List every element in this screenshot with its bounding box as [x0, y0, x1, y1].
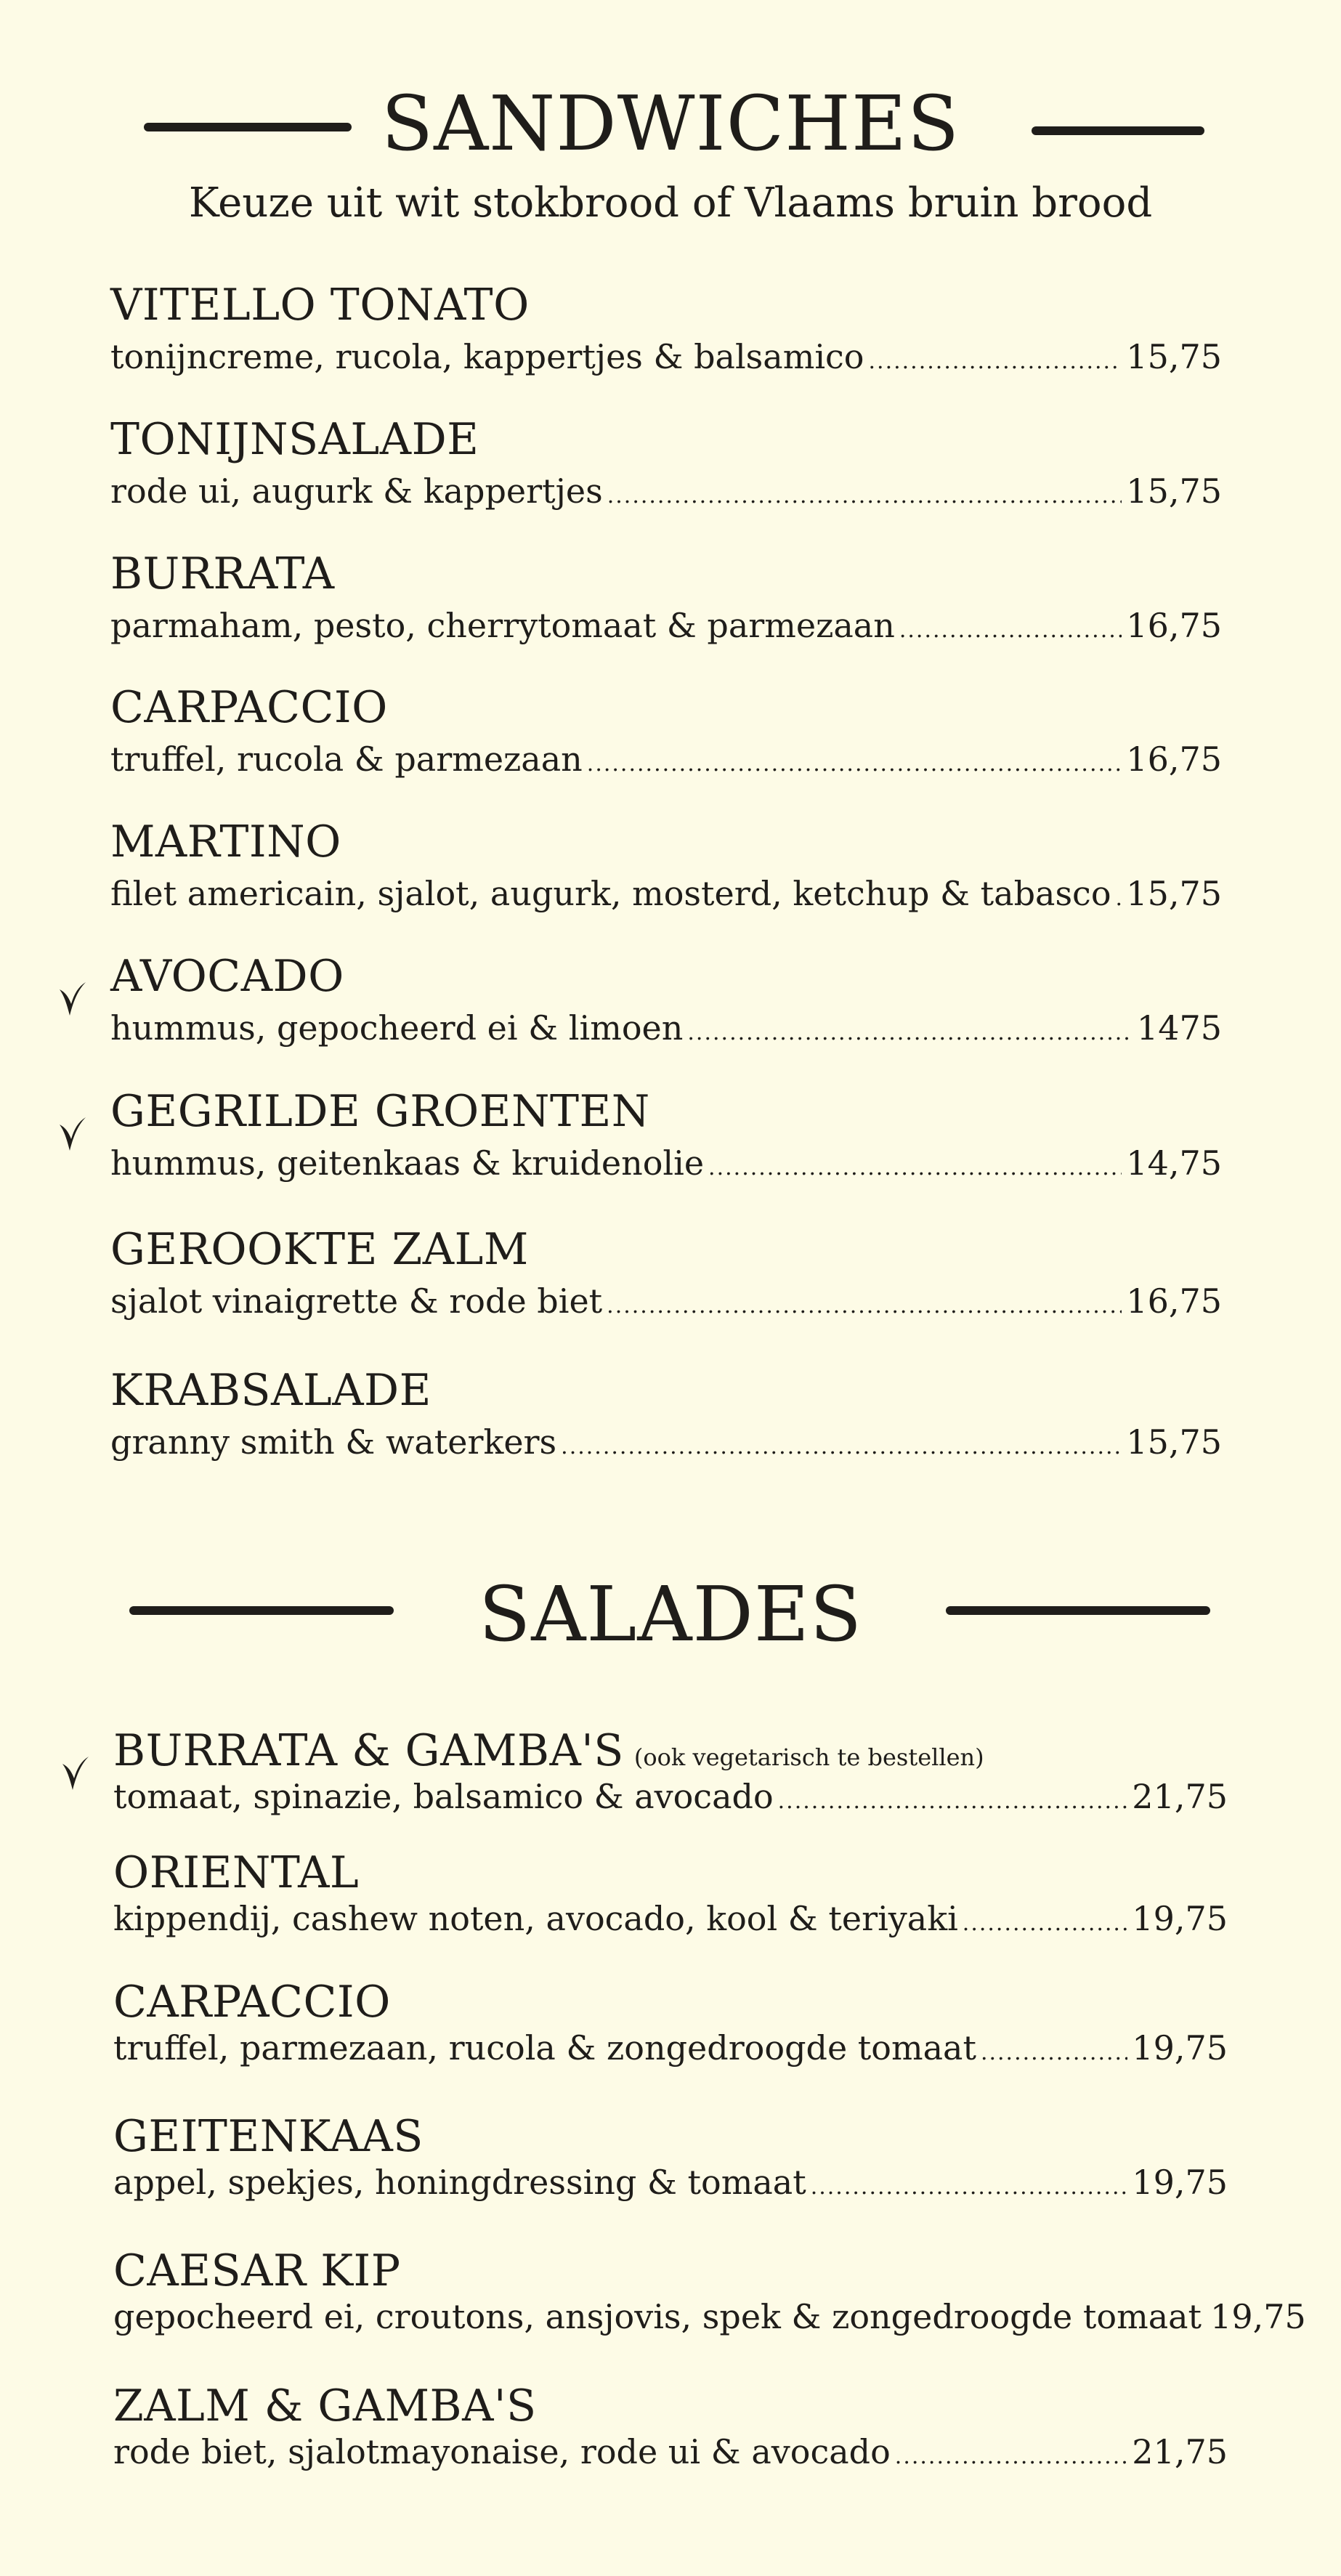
item-description: kippendij, cashew noten, avocado, kool & teriyaki — [113, 1899, 958, 1938]
item-name — [110, 1224, 529, 1275]
item-price: 15,75 — [1126, 337, 1222, 376]
item-description: gepocheerd ei, croutons, ansjovis, spek & zongedroogde tomaat — [113, 2297, 1202, 2336]
dot-leader — [708, 1157, 1122, 1179]
item-name — [110, 817, 341, 867]
menu-item — [110, 414, 1222, 518]
item-name-text: GEROOKTE ZALM — [110, 1224, 529, 1275]
item-description: rode biet, sjalotmayonaise, rode ui & avocado — [113, 2432, 891, 2471]
item-line — [113, 2432, 1228, 2471]
menu-item — [110, 682, 1222, 786]
dot-leader — [687, 1022, 1133, 1044]
item-name-text: ORIENTAL — [113, 1847, 360, 1898]
item-description: appel, spekjes, honingdressing & tomaat — [113, 2163, 806, 2202]
item-price: 19,75 — [1132, 2163, 1228, 2202]
menu-item — [110, 1086, 1222, 1190]
dot-leader — [899, 620, 1122, 641]
item-description: sjalot vinaigrette & rode biet — [110, 1281, 603, 1321]
menu-item — [110, 1224, 1222, 1328]
item-name-text: KRABSALADE — [110, 1365, 432, 1416]
item-description: tomaat, spinazie, balsamico & avocado — [113, 1777, 774, 1816]
dot-leader — [981, 2042, 1127, 2064]
item-description: hummus, geitenkaas & kruidenolie — [110, 1143, 705, 1183]
item-name-text: CARPACCIO — [110, 682, 388, 733]
item-name — [113, 2111, 424, 2162]
item-note: (ook vegetarisch te bestellen) — [633, 1743, 984, 1771]
menu-item — [110, 280, 1222, 384]
menu-item — [113, 2111, 1228, 2209]
item-name — [110, 414, 479, 465]
item-price: 15,75 — [1126, 1422, 1222, 1462]
item-line — [110, 471, 1222, 511]
item-price: 16,75 — [1126, 606, 1222, 645]
dot-leader — [587, 753, 1122, 775]
item-name-text: MARTINO — [110, 817, 341, 867]
item-price: 1475 — [1136, 1008, 1222, 1048]
item-description: rode ui, augurk & kappertjes — [110, 471, 603, 511]
item-description: filet americain, sjalot, augurk, mosterd, ketchup & tabasco — [110, 874, 1111, 913]
item-line — [113, 2297, 1306, 2336]
dot-leader — [607, 1295, 1122, 1317]
item-line — [110, 1422, 1222, 1462]
item-line — [113, 2163, 1228, 2202]
vegetarian-leaf-icon — [57, 979, 89, 1018]
menu-item — [110, 1365, 1222, 1469]
item-line — [110, 874, 1222, 913]
item-name — [110, 280, 530, 331]
item-price: 14,75 — [1126, 1143, 1222, 1183]
item-description: hummus, gepocheerd ei & limoen — [110, 1008, 684, 1048]
dot-leader — [1116, 888, 1122, 910]
item-line — [110, 1008, 1222, 1048]
item-description: granny smith & waterkers — [110, 1422, 557, 1462]
item-price: 21,75 — [1132, 2432, 1228, 2471]
item-name — [113, 2245, 401, 2296]
dot-leader — [963, 1913, 1128, 1935]
item-name — [113, 2381, 537, 2431]
item-price: 15,75 — [1126, 471, 1222, 511]
item-name — [110, 682, 388, 733]
item-line — [110, 337, 1222, 376]
dot-leader — [895, 2446, 1128, 2468]
item-price: 19,75 — [1210, 2297, 1306, 2336]
dot-leader — [607, 485, 1122, 507]
dot-leader — [778, 1791, 1128, 1812]
sandwiches-title: SANDWICHES — [381, 79, 960, 168]
item-name-text: GEITENKAAS — [113, 2111, 424, 2162]
item-name — [110, 548, 335, 599]
menu-item — [113, 1725, 1228, 1823]
item-name-text: BURRATA & GAMBA'S — [113, 1725, 624, 1776]
item-line — [110, 740, 1222, 779]
dot-leader — [811, 2176, 1128, 2198]
item-name — [113, 1847, 360, 1898]
item-name-text: GEGRILDE GROENTEN — [110, 1086, 650, 1137]
dot-leader — [561, 1436, 1122, 1458]
menu-item — [113, 1847, 1228, 1945]
menu-item — [113, 2381, 1228, 2479]
item-name-text: CAESAR KIP — [113, 2245, 401, 2296]
menu-item — [110, 548, 1222, 652]
item-name — [110, 1365, 432, 1416]
item-name — [113, 1977, 391, 2028]
menu-item — [110, 817, 1222, 920]
salades-title: SALADES — [478, 1570, 863, 1658]
dot-leader — [869, 351, 1122, 373]
item-price: 16,75 — [1126, 740, 1222, 779]
item-price: 15,75 — [1126, 874, 1222, 913]
item-name — [110, 951, 344, 1002]
vegetarian-leaf-icon — [60, 1754, 92, 1793]
item-line — [110, 606, 1222, 645]
item-name-text: VITELLO TONATO — [110, 280, 530, 331]
header-dash-right — [1032, 126, 1204, 135]
item-line — [113, 1899, 1228, 1938]
item-name-text: TONIJNSALADE — [110, 414, 479, 465]
item-name-text: AVOCADO — [110, 951, 344, 1002]
item-name-text: BURRATA — [110, 548, 335, 599]
item-name-text: ZALM & GAMBA'S — [113, 2381, 537, 2431]
item-line — [113, 2028, 1228, 2067]
item-line — [113, 1777, 1228, 1816]
item-description: tonijncreme, rucola, kappertjes & balsamico — [110, 337, 864, 376]
item-line — [110, 1143, 1222, 1183]
item-description: truffel, rucola & parmezaan — [110, 740, 583, 779]
item-price: 19,75 — [1132, 2028, 1228, 2067]
item-name-text: CARPACCIO — [113, 1977, 391, 2028]
item-price: 21,75 — [1132, 1777, 1228, 1816]
item-description: truffel, parmezaan, rucola & zongedroogde tomaat — [113, 2028, 976, 2067]
item-price: 16,75 — [1126, 1281, 1222, 1321]
item-name — [110, 1086, 650, 1137]
item-description: parmaham, pesto, cherrytomaat & parmezaan — [110, 606, 895, 645]
sandwiches-subtitle: Keuze uit wit stokbrood of Vlaams bruin brood — [188, 179, 1153, 227]
menu-item — [113, 2245, 1306, 2344]
item-line — [110, 1281, 1222, 1321]
item-price: 19,75 — [1132, 1899, 1228, 1938]
vegetarian-leaf-icon — [57, 1114, 89, 1154]
menu-item — [110, 951, 1222, 1055]
menu-item — [113, 1977, 1228, 2075]
item-name — [113, 1725, 984, 1776]
salades-dash-right — [946, 1606, 1210, 1615]
